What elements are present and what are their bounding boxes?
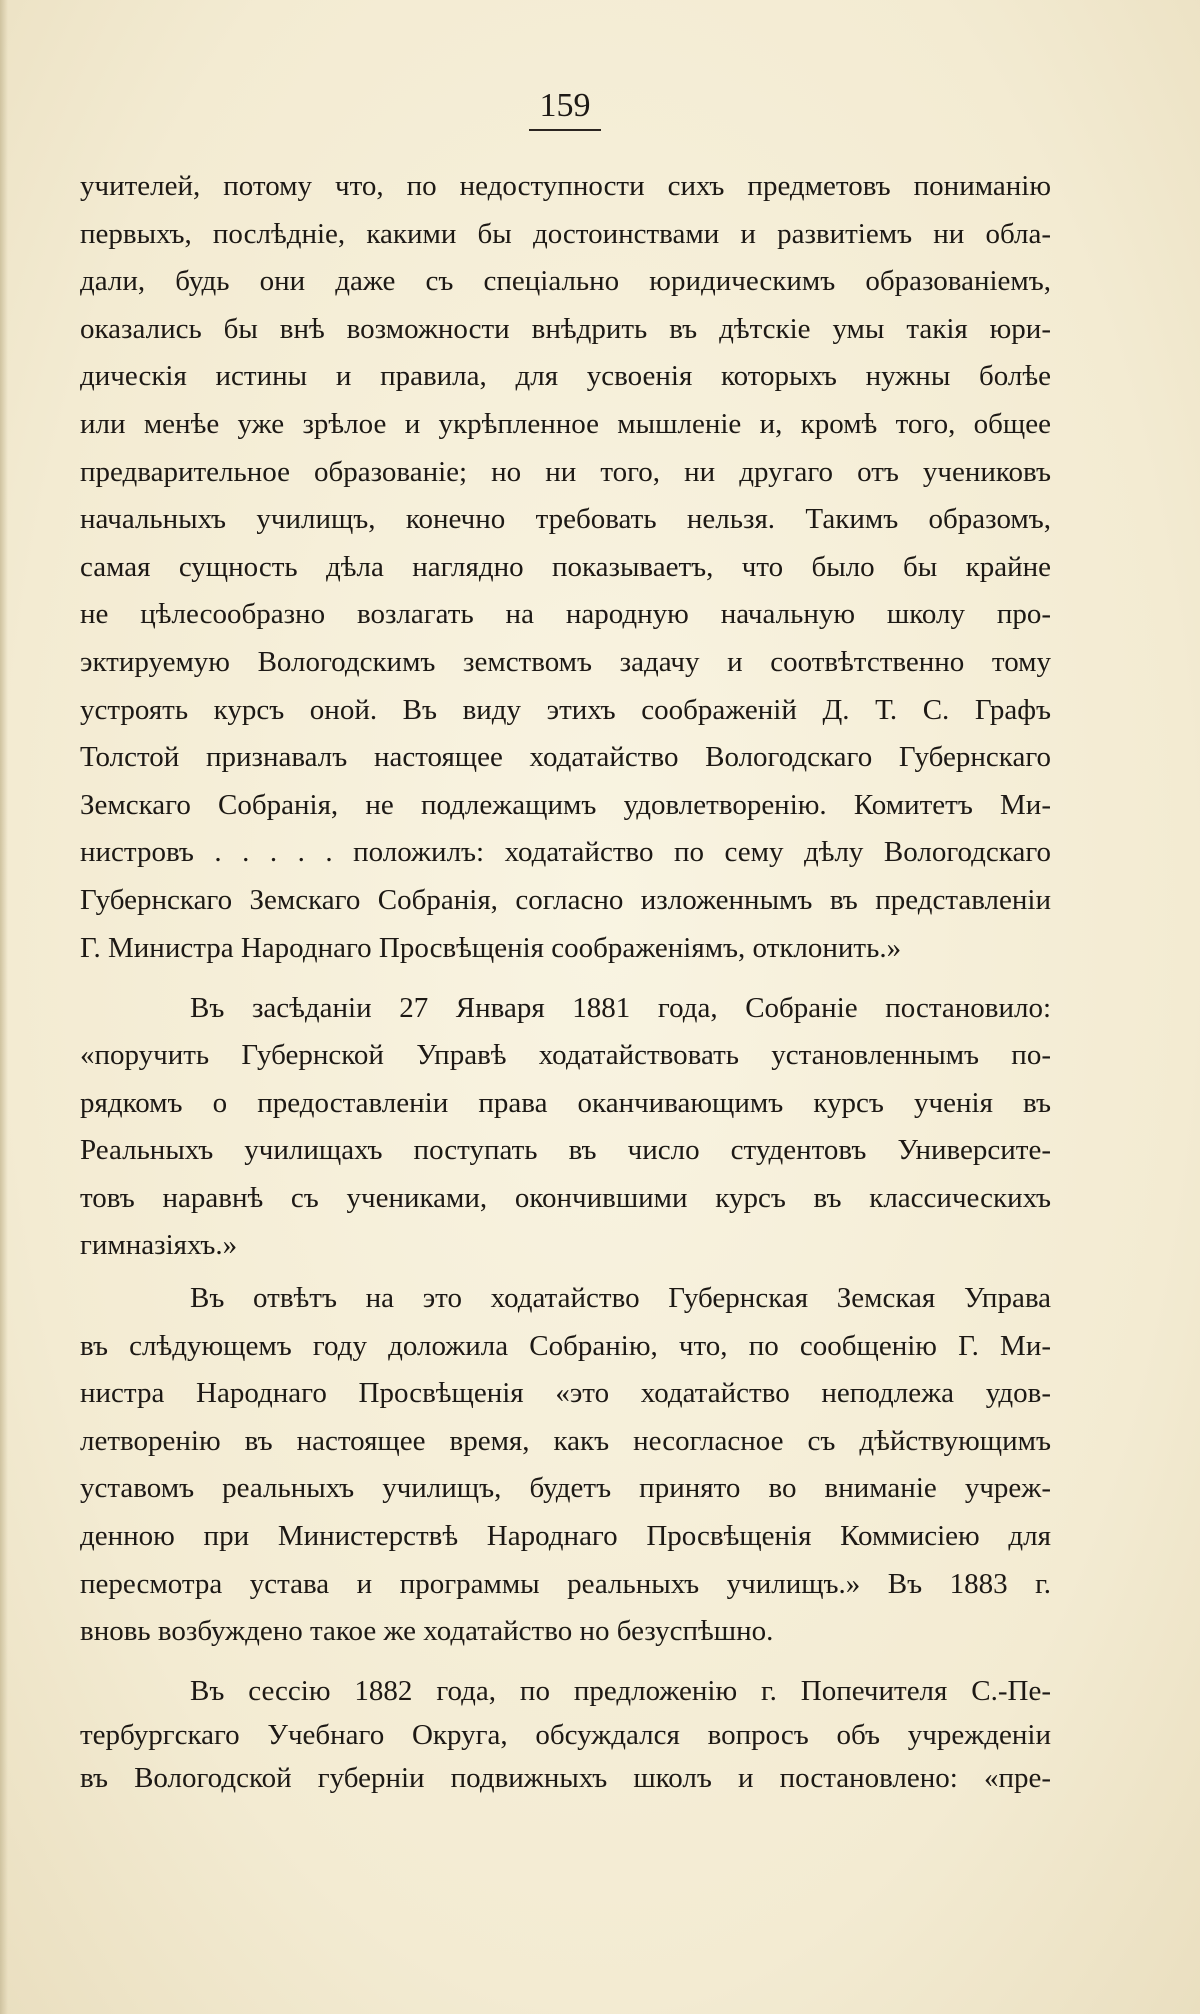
text-line: Въ отвѣтъ на это ходатайство Губернская Земская Управа xyxy=(190,1282,1051,1314)
page-number-rule xyxy=(529,129,601,131)
text-line: или менѣе уже зрѣлое и укрѣпленное мышленіе и, кромѣ того, общее xyxy=(80,408,1051,440)
text-line: предварительное образованіе; но ни того, ни другаго отъ учениковъ xyxy=(80,455,1051,488)
text-line: Въ сессію 1882 года, по предложенію г. Попечителя С.-Пе- xyxy=(190,1675,1051,1707)
text-line: устроять курсъ оной. Въ виду этихъ соображеній Д. Т. С. Графъ xyxy=(80,693,1051,726)
text-line: нистра Народнаго Просвѣщенія «это ходатайство неподлежа удов- xyxy=(80,1377,1051,1410)
text-line: дическія истины и правила, для усвоенія которыхъ нужны болѣе xyxy=(80,360,1051,393)
text-line: Толстой признавалъ настоящее ходатайство Вологодскаго Губернскаго xyxy=(80,741,1051,774)
text-line: не цѣлесообразно возлагать на народную начальную школу про- xyxy=(80,598,1051,631)
text-line: въ слѣдующемъ году доложила Собранію, что, по сообщенію Г. Ми- xyxy=(80,1329,1051,1362)
text-line: оказались бы внѣ возможности внѣдрить въ дѣтскіе умы такія юри- xyxy=(80,312,1051,345)
text-line: пересмотра устава и программы реальныхъ училищъ.» Въ 1883 г. xyxy=(80,1567,1051,1600)
text-line: въ Вологодской губерніи подвижныхъ школъ и постановлено: «пре- xyxy=(80,1762,1051,1794)
text-line: Въ засѣданіи 27 Января 1881 года, Собраніе постановило: xyxy=(190,992,1051,1024)
text-line: тербургскаго Учебнаго Округа, обсуждался вопросъ объ учрежденіи xyxy=(80,1718,1051,1751)
text-line: самая сущность дѣла наглядно показываетъ, что было бы крайне xyxy=(80,550,1051,583)
text-line: учителей, потому что, по недоступности сихъ предметовъ пониманію xyxy=(80,170,1051,202)
page-edge-shadow xyxy=(0,0,8,2014)
text-line: летворенію въ настоящее время, какъ несогласное съ дѣйствующимъ xyxy=(80,1424,1051,1457)
text-line: гимназіяхъ.» xyxy=(80,1229,238,1261)
text-line: первыхъ, послѣдніе, какими бы достоинствами и развитіемъ ни обла- xyxy=(80,217,1051,250)
text-line: «поручить Губернской Управѣ ходатайствовать установленнымъ по- xyxy=(80,1039,1051,1072)
text-line: товъ наравнѣ съ учениками, окончившими курсъ въ классическихъ xyxy=(80,1181,1051,1214)
text-line: уставомъ реальныхъ училищъ, будетъ принято во вниманіе учреж- xyxy=(80,1472,1051,1505)
page-number: 159 xyxy=(539,87,591,124)
text-line: вновь возбуждено такое же ходатайство но безуспѣшно. xyxy=(80,1615,774,1648)
text-line: рядкомъ о предоставленіи права оканчивающимъ курсъ ученія въ xyxy=(80,1086,1051,1119)
text-line: Земскаго Собранія, не подлежащимъ удовлетворенію. Комитетъ Ми- xyxy=(80,788,1051,821)
text-line: денною при Министерствѣ Народнаго Просвѣщенія Коммисіею для xyxy=(80,1520,1051,1552)
text-line: Губернскаго Земскаго Собранія, согласно изложеннымъ въ представленіи xyxy=(80,884,1051,916)
text-line: дали, будь они даже съ спеціально юридическимъ образованіемъ, xyxy=(80,265,1051,298)
text-line: начальныхъ училищъ, конечно требовать нельзя. Такимъ образомъ, xyxy=(80,503,1051,536)
text-line: Реальныхъ училищахъ поступать въ число студентовъ Университе- xyxy=(80,1134,1051,1167)
text-line: Г. Министра Народнаго Просвѣщенія соображеніямъ, отклонить.» xyxy=(80,931,902,964)
text-line: нистровъ . . . . . положилъ: ходатайство по сему дѣлу Вологодскаго xyxy=(80,836,1051,869)
text-line: эктируемую Вологодскимъ земствомъ задачу и соотвѣтственно тому xyxy=(80,646,1051,678)
